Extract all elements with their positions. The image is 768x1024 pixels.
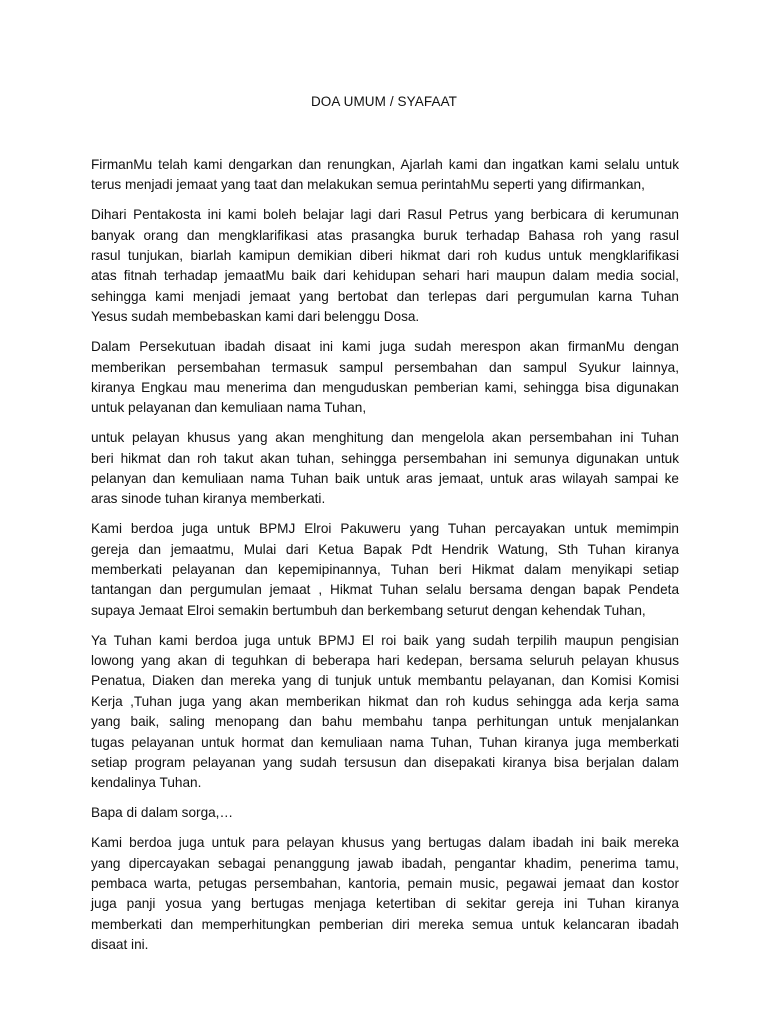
text-line: Ya Tuhan kami berdoa juga untuk BPMJ El roi baik yang sudah terpilih maupun pengisian <box>91 632 679 648</box>
text-line: Dihari Pentakosta ini kami boleh belajar lagi dari Rasul Petrus yang berbicara di kerumunan <box>91 207 679 223</box>
text-line: kendalinya Tuhan. <box>91 775 202 791</box>
text-line: memberikan persembahan termasuk sampul persembahan dan sampul Syukur lainnya, <box>91 359 679 375</box>
text-line: untuk pelayanan dan kemuliaan nama Tuhan, <box>91 400 367 416</box>
text-line: memberkati pelayanan dan kepemipinannya, Tuhan beri Hikmat dalam menyikapi setiap <box>91 562 679 578</box>
document-title: DOA UMUM / SYAFAAT <box>310 94 458 109</box>
paragraph <box>91 428 679 510</box>
text-line: aras sinode tuhan kiranya memberkati. <box>91 491 326 507</box>
text-line: untuk pelayan khusus yang akan menghitung dan mengelola akan persembahan ini Tuhan <box>91 430 679 446</box>
text-line: tantangan dan pergumulan jemaat , Hikmat Tuhan selalu bersama dengan bapak Pendeta <box>91 582 679 598</box>
text-line: Kami berdoa juga untuk BPMJ Elroi Pakuweru yang Tuhan percayakan untuk memimpin <box>91 521 679 537</box>
text-line: Yesus sudah membebaskan kami dari belenggu Dosa. <box>91 309 420 325</box>
text-line: disaat ini. <box>91 937 149 953</box>
paragraph <box>91 337 679 419</box>
text-line: banyak orang dan mengklarifikasi atas prasangka buruk terhadap Bahasa roh yang rasul <box>91 227 679 243</box>
document-body <box>91 155 679 965</box>
paragraph <box>91 205 679 327</box>
text-line: Penatua, Diaken dan mereka yang di tunjuk untuk membantu pelayanan, dan Komisi Komisi <box>91 673 679 689</box>
text-line: setiap program pelayanan yang sudah tersusun dan disepakati kiranya bisa berjalan dalam <box>91 755 679 771</box>
text-line: kiranya Engkau mau menerima dan menguduskan pemberian kami, sehingga bisa digunakan <box>91 379 679 395</box>
paragraph <box>91 155 679 196</box>
text-line: rasul tunjukan, biarlah kamipun demikian diberi hikmat dari roh kudus untuk mengklarifikasi <box>91 248 679 264</box>
text-line: lowong yang akan di teguhkan di beberapa hari kedepan, bersama seluruh pelayan khusus <box>91 653 679 669</box>
paragraph <box>91 519 679 621</box>
text-line: supaya Jemaat Elroi semakin bertumbuh dan berkembang seturut dengan kehendak Tuhan, <box>91 602 646 618</box>
text-line: gereja dan jemaatmu, Mulai dari Ketua Bapak Pdt Hendrik Watung, Sth Tuhan kiranya <box>91 541 679 557</box>
text-line: memberkati dan memperhitungkan pemberian diri mereka semua untuk kelancaran ibadah <box>91 916 679 932</box>
text-line: pembaca warta, petugas persembahan, kantoria, pemain music, pegawai jemaat dan kostor <box>91 876 679 891</box>
text-line: Kerja ,Tuhan juga yang akan memberikan hikmat dan roh kudus sehingga ada kerja sama <box>91 693 679 709</box>
text-line: yang baik, saling menopang dan bahu membahu tanpa perhitungan untuk menjalankan <box>91 714 679 730</box>
text-line: atas fitnah terhadap jemaatMu baik dari kehidupan sehari hari maupun dalam media social, <box>91 268 679 284</box>
paragraph <box>91 631 679 794</box>
paragraph <box>91 833 679 955</box>
text-line: pelanyan dan kemuliaan nama Tuhan baik untuk aras jemaat, untuk aras wilayah sampai ke <box>91 470 679 486</box>
text-line: tugas pelayanan untuk hormat dan kemuliaan nama Tuhan, Tuhan kiranya juga memberkati <box>91 734 679 750</box>
text-line: Bapa di dalam sorga,… <box>91 805 234 821</box>
text-line: FirmanMu telah kami dengarkan dan renungkan, Ajarlah kami dan ingatkan kami selalu untuk <box>91 157 679 172</box>
text-line: yang dipercayakan sebagai penanggung jawab ibadah, pengantar khadim, penerima tamu, <box>91 855 679 871</box>
text-line: juga panji yosua yang bertugas menjaga ketertiban di sekitar gereja ini Tuhan kiranya <box>91 896 679 912</box>
paragraph <box>91 803 679 823</box>
text-line: terus menjadi jemaat yang taat dan melakukan semua perintahMu seperti yang difirmankan, <box>91 177 645 193</box>
text-line: Kami berdoa juga untuk para pelayan khusus yang bertugas dalam ibadah ini baik mereka <box>91 835 679 851</box>
text-line: Dalam Persekutuan ibadah disaat ini kami juga sudah merespon akan firmanMu dengan <box>91 339 679 355</box>
text-line: beri hikmat dan roh takut akan tuhan, sehingga persembahan ini semunya digunakan untuk <box>91 450 679 466</box>
text-line: sehingga kami menjadi jemaat yang bertobat dan terlepas dari pergumulan karna Tuhan <box>91 288 679 304</box>
